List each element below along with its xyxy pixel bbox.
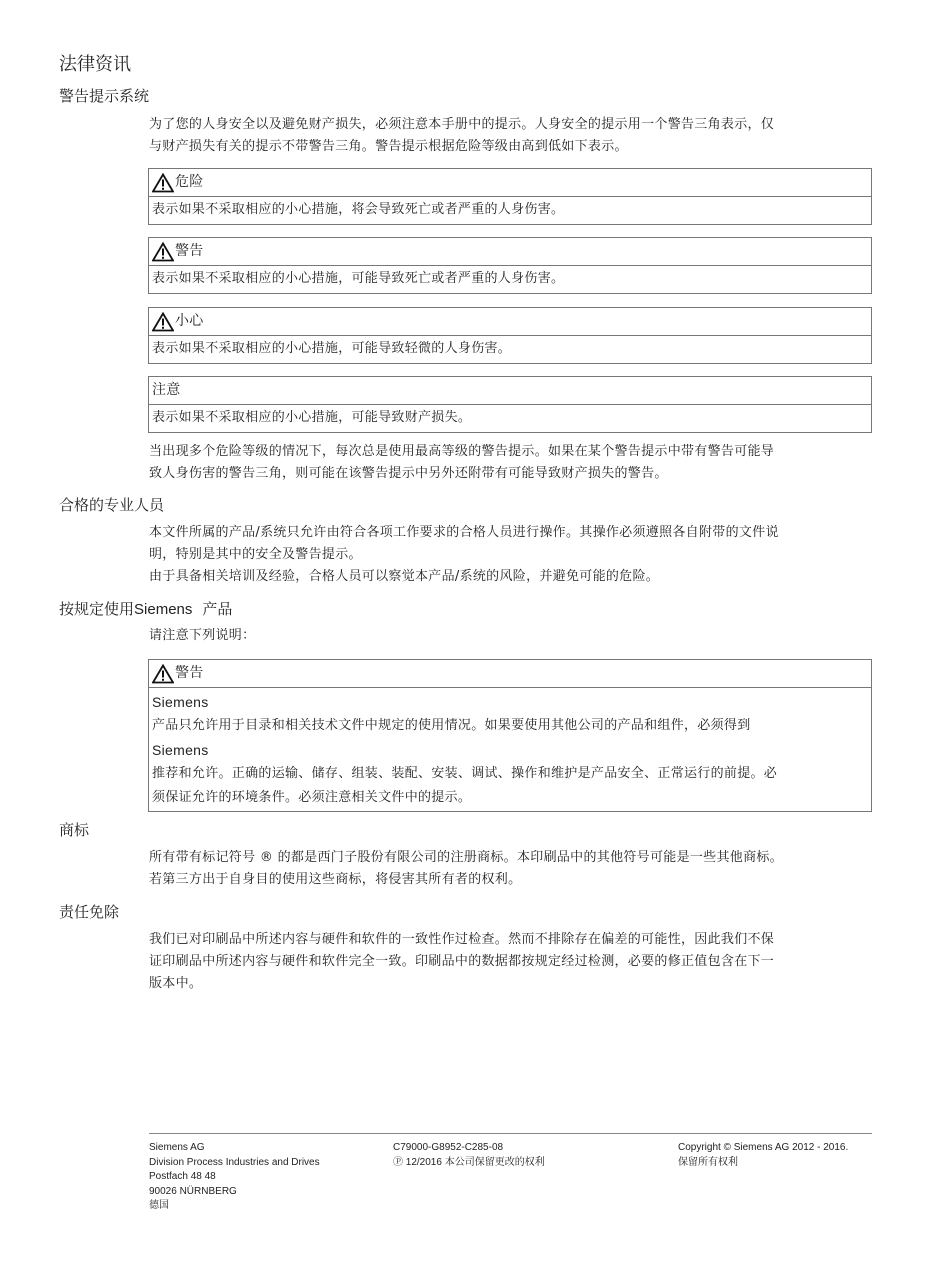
notice-text: 表示如果不采取相应的小心措施，可能导致财产损失。 [152,410,472,425]
text-line: 明，特别是其中的安全及警告提示。 [149,547,362,562]
text-line: 本文件所属的产品/系统只允许由符合各项工作要求的合格人员进行操作。其操作必须遵照各自附带的文件说 [149,525,779,540]
danger-text: 表示如果不采取相应的小心措施，将会导致死亡或者严重的人身伤害。 [152,202,565,217]
danger-box-header [149,169,871,197]
notice-box [148,376,872,433]
danger-box [148,168,872,225]
proper-use-warning-header [149,660,871,688]
text-line: 致人身伤害的警告三角，则可能在该警告提示中另外还附带有可能导致财产损失的警告。 [149,466,668,481]
text-line: Siemens [152,742,209,758]
text-line: 德国 [149,1200,169,1211]
heading-disclaimer: 责任免除 [59,903,120,921]
heading-qualified-personnel: 合格的专业人员 [59,496,165,514]
heading-trademarks: 商标 [59,821,90,839]
warning-system-outro [149,441,874,485]
warning-text: 表示如果不采取相应的小心措施，可能导致死亡或者严重的人身伤害。 [152,271,565,286]
heading-proper-use [59,599,232,620]
footer-document-number [393,1141,545,1170]
qualified-personnel-text [149,522,874,588]
proper-use-warning-box [148,659,872,812]
warning-label: 警告 [175,243,204,259]
text-line: 推荐和允许。正确的运输、储存、组装、装配、安装、调试、操作和维护是产品安全、正常运行的前提。必 [152,766,778,781]
caution-box [148,307,872,364]
text-line: 若第三方出于自身目的使用这些商标，将侵害其所有者的权利。 [149,872,522,887]
warning-triangle-icon [152,242,174,262]
heading-prefix: 按规定使用 [59,600,135,618]
text-line: 所有带有标记符号 ® 的都是西门子股份有限公司的注册商标。本印刷品中的其他符号可能是一些其他商标。 [149,850,783,865]
text-line: 版本中。 [149,976,203,991]
warning-triangle-icon [152,664,174,684]
trademarks-text [149,847,874,891]
warning-triangle-icon [152,312,174,332]
text-line: Division Process Industries and Drives [149,1156,320,1168]
text-line: 保留所有权利 [678,1156,738,1168]
text-line: 我们已对印刷品中所述内容与硬件和软件的一致性作过检查。然而不排除存在偏差的可能性，因此我们不保 [149,932,775,947]
text-line: Siemens [152,694,209,710]
footer-divider [149,1133,872,1134]
text-line: 90026 NÜRNBERG [149,1185,237,1197]
page-title: 法律资讯 [59,54,131,75]
text-line: Copyright © Siemens AG 2012 - 2016. [678,1142,849,1153]
proper-use-warning-label: 警告 [175,665,204,681]
warning-system-intro [149,114,874,158]
proper-use-note: 请注意下列说明： [149,628,256,643]
warning-box-header [149,238,871,266]
text-line: 由于具备相关培训及经验，合格人员可以察觉本产品/系统的风险，并避免可能的危险。 [149,569,660,584]
text-line: 为了您的人身安全以及避免财产损失，必须注意本手册中的提示。人身安全的提示用一个警告三角表示，仅 [149,117,775,132]
text-line: 与财产损失有关的提示不带警告三角。警告提示根据危险等级由高到低如下表示。 [149,139,628,154]
warning-box [148,237,872,294]
text-line: 证印刷品中所述内容与硬件和软件完全一致。印刷品中的数据都按规定经过检测，必要的修正值包含在下一 [149,954,775,969]
notice-box-header [149,377,871,405]
warning-triangle-icon [152,173,174,193]
heading-suffix: 产品 [202,600,233,618]
notice-label: 注意 [152,382,181,398]
proper-use-warning-text [149,688,871,812]
text-line: 须保证允许的环境条件。必须注意相关文件中的提示。 [152,790,472,805]
text-line: Ⓟ 12/2016 本公司保留更改的权利 [393,1156,545,1168]
heading-warning-system: 警告提示系统 [59,87,150,105]
text-line: Postfach 48 48 [149,1171,216,1182]
disclaimer-text [149,929,874,995]
text-line: Siemens AG [149,1142,205,1153]
footer-address [149,1141,320,1214]
text-line: 产品只允许用于目录和相关技术文件中规定的使用情况。如果要使用其他公司的产品和组件，必须得到 [152,718,751,733]
text-line: 当出现多个危险等级的情况下，每次总是使用最高等级的警告提示。如果在某个警告提示中带有警告可能导 [149,444,775,459]
caution-text: 表示如果不采取相应的小心措施，可能导致轻微的人身伤害。 [152,341,512,356]
caution-box-header [149,308,871,336]
footer-copyright [678,1141,848,1170]
text-line: C79000-G8952-C285-08 [393,1142,504,1153]
heading-brand: Siemens [134,601,193,618]
danger-label: 危险 [175,174,204,190]
caution-label: 小心 [175,313,204,329]
